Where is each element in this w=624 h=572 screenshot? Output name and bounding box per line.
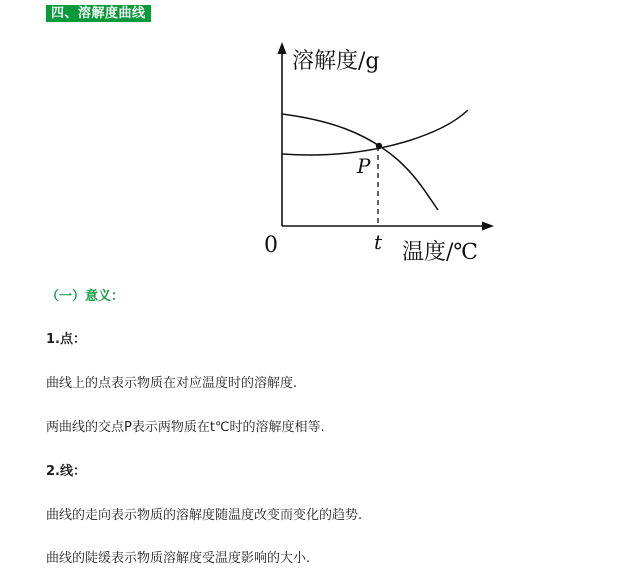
solubility-curve-diagram <box>258 40 508 266</box>
x-axis-arrow-icon <box>482 222 494 231</box>
point-desc-2: 两曲线的交点P表示两物质在t℃时的溶解度相等. <box>46 420 325 435</box>
section-title: 四、溶解度曲线 <box>46 5 151 22</box>
x-axis-label: 温度/℃ <box>402 240 479 265</box>
point-label: P <box>357 154 371 178</box>
origin-label: 0 <box>264 233 278 258</box>
t-label: t <box>374 230 383 254</box>
rising-solubility-curve <box>282 110 468 155</box>
line-desc-1: 曲线的走向表示物质的溶解度随温度改变而变化的趋势. <box>46 508 363 523</box>
y-axis-arrow-icon <box>278 42 287 54</box>
point-desc-1: 曲线上的点表示物质在对应温度时的溶解度. <box>46 376 298 391</box>
line-desc-2: 曲线的陡缓表示物质溶解度受温度影响的大小. <box>46 551 311 566</box>
solubility-curve-figure <box>258 40 508 266</box>
point-heading: 1.点： <box>46 332 86 347</box>
meaning-heading: （一）意义： <box>46 289 125 304</box>
line-heading: 2.线： <box>46 464 86 479</box>
y-axis-label: 溶解度/g <box>292 49 380 74</box>
intersection-point-p <box>376 143 382 149</box>
